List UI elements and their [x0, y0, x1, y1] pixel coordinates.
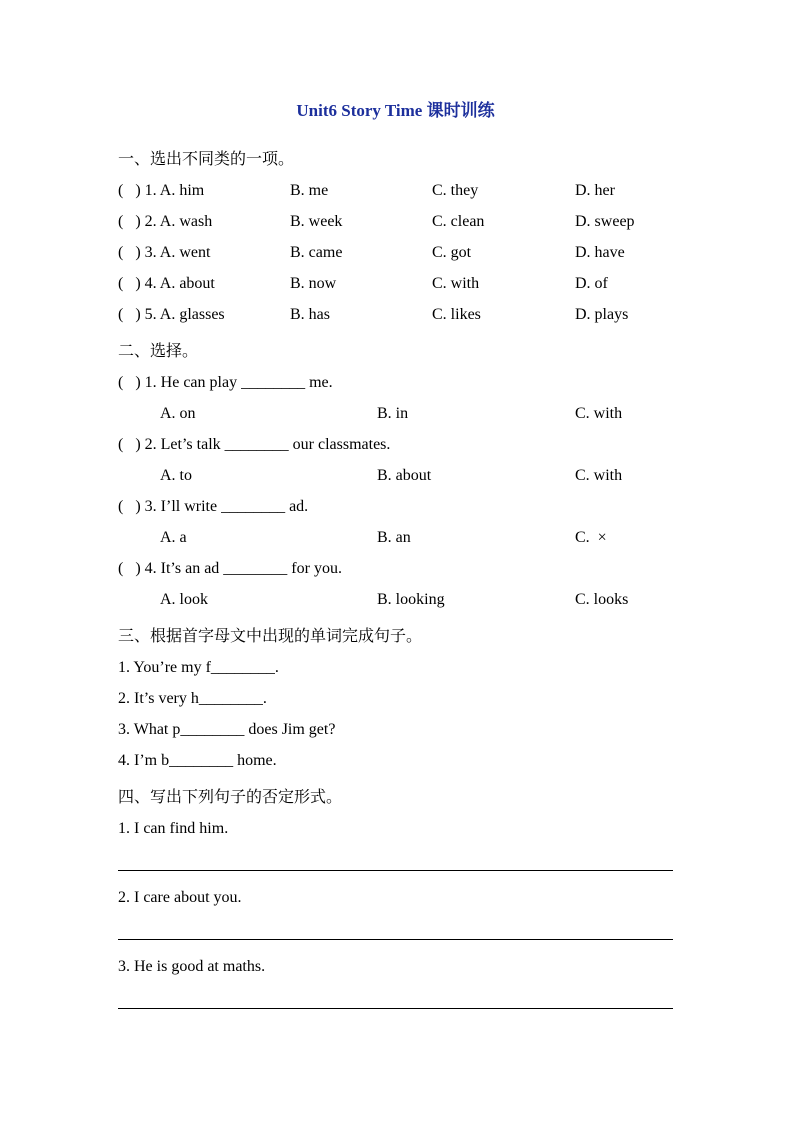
mc-options-row-4 [160, 584, 673, 615]
option-b: B. week [290, 213, 343, 230]
option-c: C. they [432, 182, 479, 199]
option-b: B. now [290, 275, 337, 292]
mc-question-stem-2: ( ) 2. Let’s talk ________ our classmates. [118, 436, 391, 453]
option-c: C. with [575, 405, 623, 422]
option-b: B. has [290, 306, 330, 323]
option-b: B. an [377, 529, 411, 546]
option-d: D. of [575, 275, 608, 292]
option-c: C. clean [432, 213, 485, 230]
section2-heading: 二、选择。 [118, 343, 199, 360]
option-b: B. me [290, 182, 329, 199]
option-c: C. × [575, 529, 607, 546]
answer-blank-line-3 [118, 982, 673, 1009]
option-c: C. with [432, 275, 480, 292]
option-d: D. plays [575, 306, 629, 323]
option-a: A. a [160, 529, 187, 546]
mc-question-stem-4: ( ) 4. It’s an ad ________ for you. [118, 560, 342, 577]
option-c: C. likes [432, 306, 481, 323]
classify-question-row-4 [118, 268, 673, 299]
option-a: A. look [160, 591, 208, 608]
page-title: Unit6 Story Time 课时训练 [296, 101, 495, 120]
option-d: D. sweep [575, 213, 635, 230]
classify-question-row-2 [118, 206, 673, 237]
option-b: B. about [377, 467, 432, 484]
fill-blank-item-1: 1. You’re my f________. [118, 659, 279, 676]
classify-question-row-3 [118, 237, 673, 268]
option-a: A. to [160, 467, 192, 484]
option-d: D. have [575, 244, 625, 261]
fill-blank-item-4: 4. I’m b________ home. [118, 752, 277, 769]
mc-options-row-3 [160, 522, 673, 553]
rewrite-item-1: 1. I can find him. [118, 820, 229, 837]
classify-question-row-1 [118, 175, 673, 206]
option-a: ( ) 5. A. glasses [118, 306, 225, 323]
option-c: C. looks [575, 591, 629, 608]
mc-question-stem-3: ( ) 3. I’ll write ________ ad. [118, 498, 309, 515]
fill-blank-item-3: 3. What p________ does Jim get? [118, 721, 336, 738]
option-a: ( ) 2. A. wash [118, 213, 213, 230]
option-b: B. looking [377, 591, 445, 608]
section4-heading: 四、写出下列句子的否定形式。 [118, 789, 343, 806]
option-a: A. on [160, 405, 196, 422]
option-a: ( ) 4. A. about [118, 275, 215, 292]
fill-blank-item-2: 2. It’s very h________. [118, 690, 267, 707]
rewrite-item-2: 2. I care about you. [118, 889, 242, 906]
option-a: ( ) 1. A. him [118, 182, 205, 199]
option-a: ( ) 3. A. went [118, 244, 211, 261]
option-b: B. in [377, 405, 409, 422]
section1-heading: 一、选出不同类的一项。 [118, 151, 295, 168]
option-d: D. her [575, 182, 615, 199]
option-c: C. with [575, 467, 623, 484]
answer-blank-line-1 [118, 844, 673, 871]
classify-question-row-5 [118, 299, 673, 330]
answer-blank-line-2 [118, 913, 673, 940]
section3-heading: 三、根据首字母文中出现的单词完成句子。 [118, 628, 423, 645]
mc-options-row-1 [160, 398, 673, 429]
mc-question-stem-1: ( ) 1. He can play ________ me. [118, 374, 333, 391]
rewrite-item-3: 3. He is good at maths. [118, 958, 266, 975]
option-c: C. got [432, 244, 472, 261]
mc-options-row-2 [160, 460, 673, 491]
option-b: B. came [290, 244, 343, 261]
